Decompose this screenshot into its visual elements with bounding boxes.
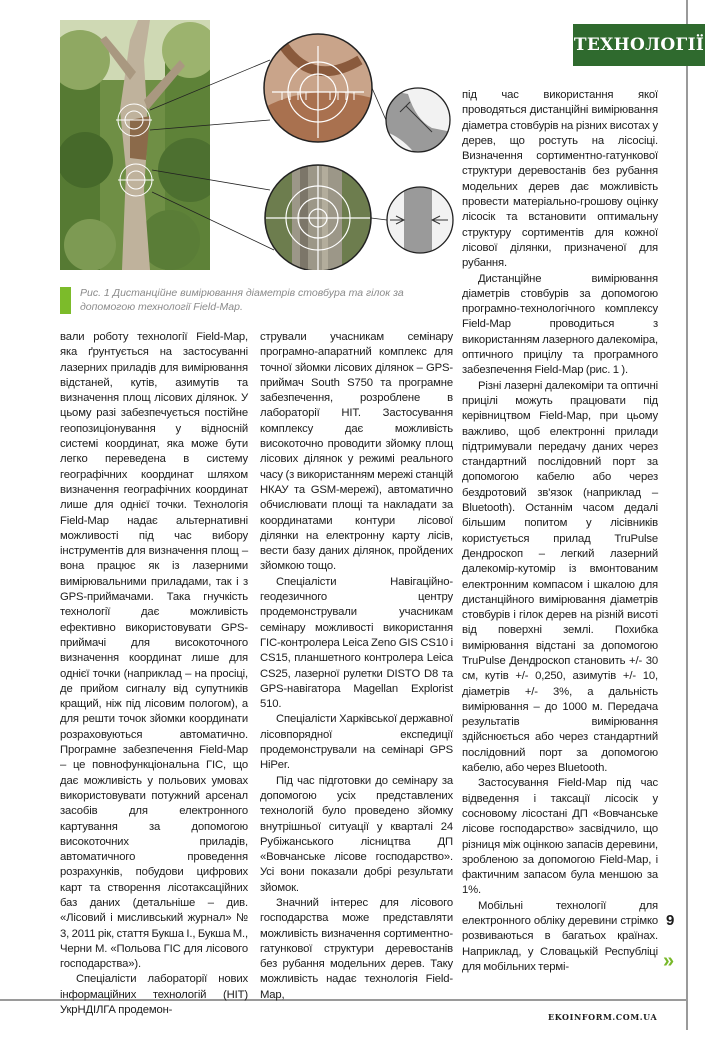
text-column-right xyxy=(462,88,658,975)
paragraph: Різні лазерні далекоміри та оптичні прицілі можуть працювати під керівництвом Field-Map, при цьому важливо, щоб електронні прилади підтримували передачу даних через стандартний послідовний порт за допомогою кабелю або через бездротовий зв'язок (наприклад – Bluetooth). Останнім часом дедалі більшим попитом у лісівників користується прилад TruPulse Дендроскоп – легкий лазерний далекомір-кутомір із вмонтованим електронним компасом і шкалою для дистанційного вимірювання діаметрів стовбурів і гілок дерев на різній висоті від поверхні землі. Похибка вимірювання відстані за допомогою TruPulse Дендроскоп становить +/- 30 см, кутів +/- 0,250, азимутів +/- 10, діаметрів +/- 3%, а дальність вимірювання – до 1000 м. Передача результатів вимірювання здійснюється або через стандартний послідовний порт за допомогою кабелю, або через Bluetooth. xyxy=(462,379,658,775)
tree-photo xyxy=(60,20,222,270)
paragraph: під час використання якої проводяться дистанційні вимірювання діаметра стовбурів на різних висотах у дерев, що ростуть на лісосіці. Визначення сортиментно-гатункової структури деревостанів без рубання модельних дерев дає можливість провести матеріально-грошову оцінку лісосік та встановити оптимальну структуру сортиментів для кожної лісової ділянки, призначеної для рубання. xyxy=(462,89,658,270)
paragraph: Застосування Field-Map під час відведення і таксації лісосік у сосновому лісостані ДП «Вовчанське лісове господарство» засвідчило, що різниця між оцінкою запасів деревини, зробленою за допомогою Field-Map, і фактичним запасом була меншою за 1%. xyxy=(462,777,658,897)
paragraph: Спеціалісти лабораторії нових інформаційних технологій (НІТ) УкрНДІЛГА продемон- xyxy=(60,973,248,1017)
footer-url: EKOINFORM.COM.UA xyxy=(548,1012,658,1022)
margin-rule-top xyxy=(686,0,688,24)
diagram-trunk-diameter xyxy=(382,184,455,264)
zoom-branch-upper xyxy=(260,30,380,150)
paragraph: Спеціалісти Навігаційно-геодезичного центру продемонстрували учасникам семінару можливості використання ГІС-контролера Leica Zeno GIS CS10 і CS15, планшетного контролера Leica CS25, лазерної рулетки DISTO D8 та GPS-навігатора Magellan Explorist 510. xyxy=(260,575,453,711)
figure-caption: Рис. 1 Дистанційне вимірювання діаметрів стовбура та гілок за допомогою технології Field-Map. xyxy=(80,287,404,313)
paragraph: Під час підготовки до семінару за допомогою усіх представлених технологій було проведено зйомку внутрішньої ситуації у кварталі 24 Рубіжанського лісництва ДП «Вовчанське лісове господарство». Усі вони показали добрі результати зйомок. xyxy=(260,774,453,894)
margin-rule-vertical xyxy=(686,66,688,1030)
paragraph: стрували учасникам семінару програмно-апаратний комплекс для точної зйомки лісових ділянок – GPS-приймач South S750 та програмне забезпечення, розроблене в лабораторії НІТ. Застосування комплексу дає можливість високоточно проводити зйомку площ лісових ділянок у режимі реального часу (з використанням мережі станцій НКАУ та GSM-мережі), автоматично обчислювати площі та накладати за координатами контури лісової ділянки на електронну карту лісів, вести базу даних ділянок, пройдених зйомкою тощо. xyxy=(260,331,453,573)
section-label: ТЕХНОЛОГІЇ xyxy=(573,24,705,66)
caption-accent-bar xyxy=(60,287,71,314)
figure-field-map xyxy=(60,20,455,270)
paragraph: Дистанційне вимірювання діаметрів стовбурів за допомогою програмно-технологічного комплексу Field-Map проводиться з використанням лазерного далекоміра, оптичного прицілу та програмного забезпечення Field-Map (рис. 1 ). xyxy=(462,272,658,377)
paragraph: Значний інтерес для лісового господарства може представляти можливість визначення сортиментно-гатункової структури деревостанів без рубання модельних дерев. Таку можливість надає технологія Field-Map, xyxy=(260,896,453,1001)
page-number: 9 xyxy=(666,912,675,929)
text-column-left xyxy=(60,330,248,1018)
paragraph: Спеціалісти Харківської державної лісовпорядної експедиції продемонстрували на семінарі GPS HiPer. xyxy=(260,713,453,772)
paragraph: вали роботу технології Field-Map, яка ґрунтується на застосуванні лазерних приладів для вимірювання відстаней, кутів, азимутів та визначення площ лісових ділянок. У цьому разі забезпечується постійне геопозиціонування у відносній системі координат, яка може бути легко переведена в систему географічних координат шляхом визначення географічних координат лише для однієї точки. Технологія Field-Map надає альтернативні можливості під час вибору інструментів для визначення площ – вона працює як із лазерними вимірювальними приладами, так і з GPS-приймачами. Така гнучкість технології дає можливість ефективно використовувати GPS-приймачі для високоточного визначення координат лише для однієї точки (наприклад – на просіці, де прийом сигналу від супутників кращий, ніж під лісовим пологом), а для решти точок зйомки координати розраховуються автоматично. Програмне забезпечення Field-Map – це повнофункціональна ГІС, що дає можливість у польових умовах використовувати потужний арсенал засобів для електронного картування за допомогою високоточних приладів, автоматичного проведення розрахунків, побудови цифрових карт та створення лісотаксаційних баз даних (детальніше – див. «Лісовий і мисливський журнал» № 3, 2011 рік, стаття Букша І., Букша М., Черни М. «Польова ГІС для лісового господарства»). xyxy=(60,331,248,971)
paragraph: Мобільні технології для електронного обліку деревини стрімко розвиваються в багатьох країнах. Наприклад, у Словацькій Республіці для мобільних термі- xyxy=(462,899,658,973)
chevron-right-icon: » xyxy=(663,950,675,972)
diagram-branch-diameter xyxy=(380,80,455,160)
text-column-middle xyxy=(260,330,453,1003)
